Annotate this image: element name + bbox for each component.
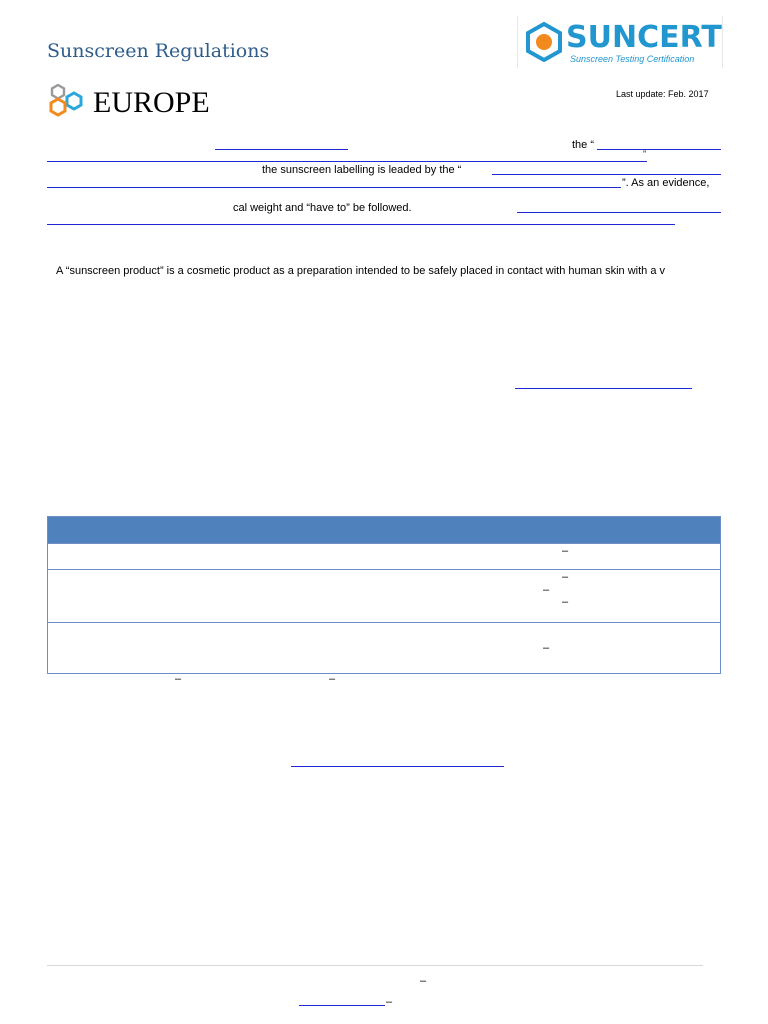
dash: – [386, 996, 393, 1008]
hyperlink[interactable] [515, 388, 692, 389]
dash: – [420, 975, 427, 987]
footer-divider [47, 965, 703, 966]
dash: – [562, 545, 569, 557]
body-text-line4: ”. As an evidence, [622, 177, 710, 189]
dash: – [543, 584, 550, 596]
hyperlink[interactable] [517, 212, 721, 213]
dash: – [562, 571, 569, 583]
logo-brand-text: SUNCERT [566, 20, 722, 55]
hyperlink[interactable] [597, 149, 721, 150]
definition-text: A “sunscreen product” is a cosmetic product as a preparation intended to be safely placed in contact with human skin with a v [56, 265, 665, 277]
hyperlink[interactable] [291, 766, 504, 767]
hexagon-cluster-icon [47, 84, 87, 118]
page-title: Sunscreen Regulations [47, 40, 270, 62]
hyperlink[interactable] [215, 149, 348, 150]
table-header [48, 517, 720, 543]
table-row [48, 569, 720, 622]
table-row [48, 622, 720, 673]
body-text-line5: cal weight and “have to” be followed. [233, 202, 412, 214]
logo-tagline: Sunscreen Testing Certification [570, 54, 695, 64]
suncert-logo [517, 16, 723, 68]
hyperlink[interactable] [47, 224, 675, 225]
hyperlink[interactable] [492, 174, 721, 175]
dash: – [562, 596, 569, 608]
body-text-line1: the “ [572, 139, 595, 151]
regulation-table [47, 516, 721, 674]
footer-hyperlink[interactable] [299, 1005, 385, 1006]
suncert-hexagon-icon [524, 22, 564, 62]
section-heading: EUROPE [93, 86, 210, 119]
last-update: Last update: Feb. 2017 [616, 89, 709, 99]
quote-close: ” [643, 149, 646, 159]
dash: – [329, 673, 336, 685]
body-text-line3: the sunscreen labelling is leaded by the “ [262, 164, 462, 176]
hyperlink[interactable] [47, 161, 647, 162]
hyperlink[interactable] [47, 187, 621, 188]
dash: – [543, 642, 550, 654]
table-row [48, 543, 720, 569]
dash: – [175, 673, 182, 685]
